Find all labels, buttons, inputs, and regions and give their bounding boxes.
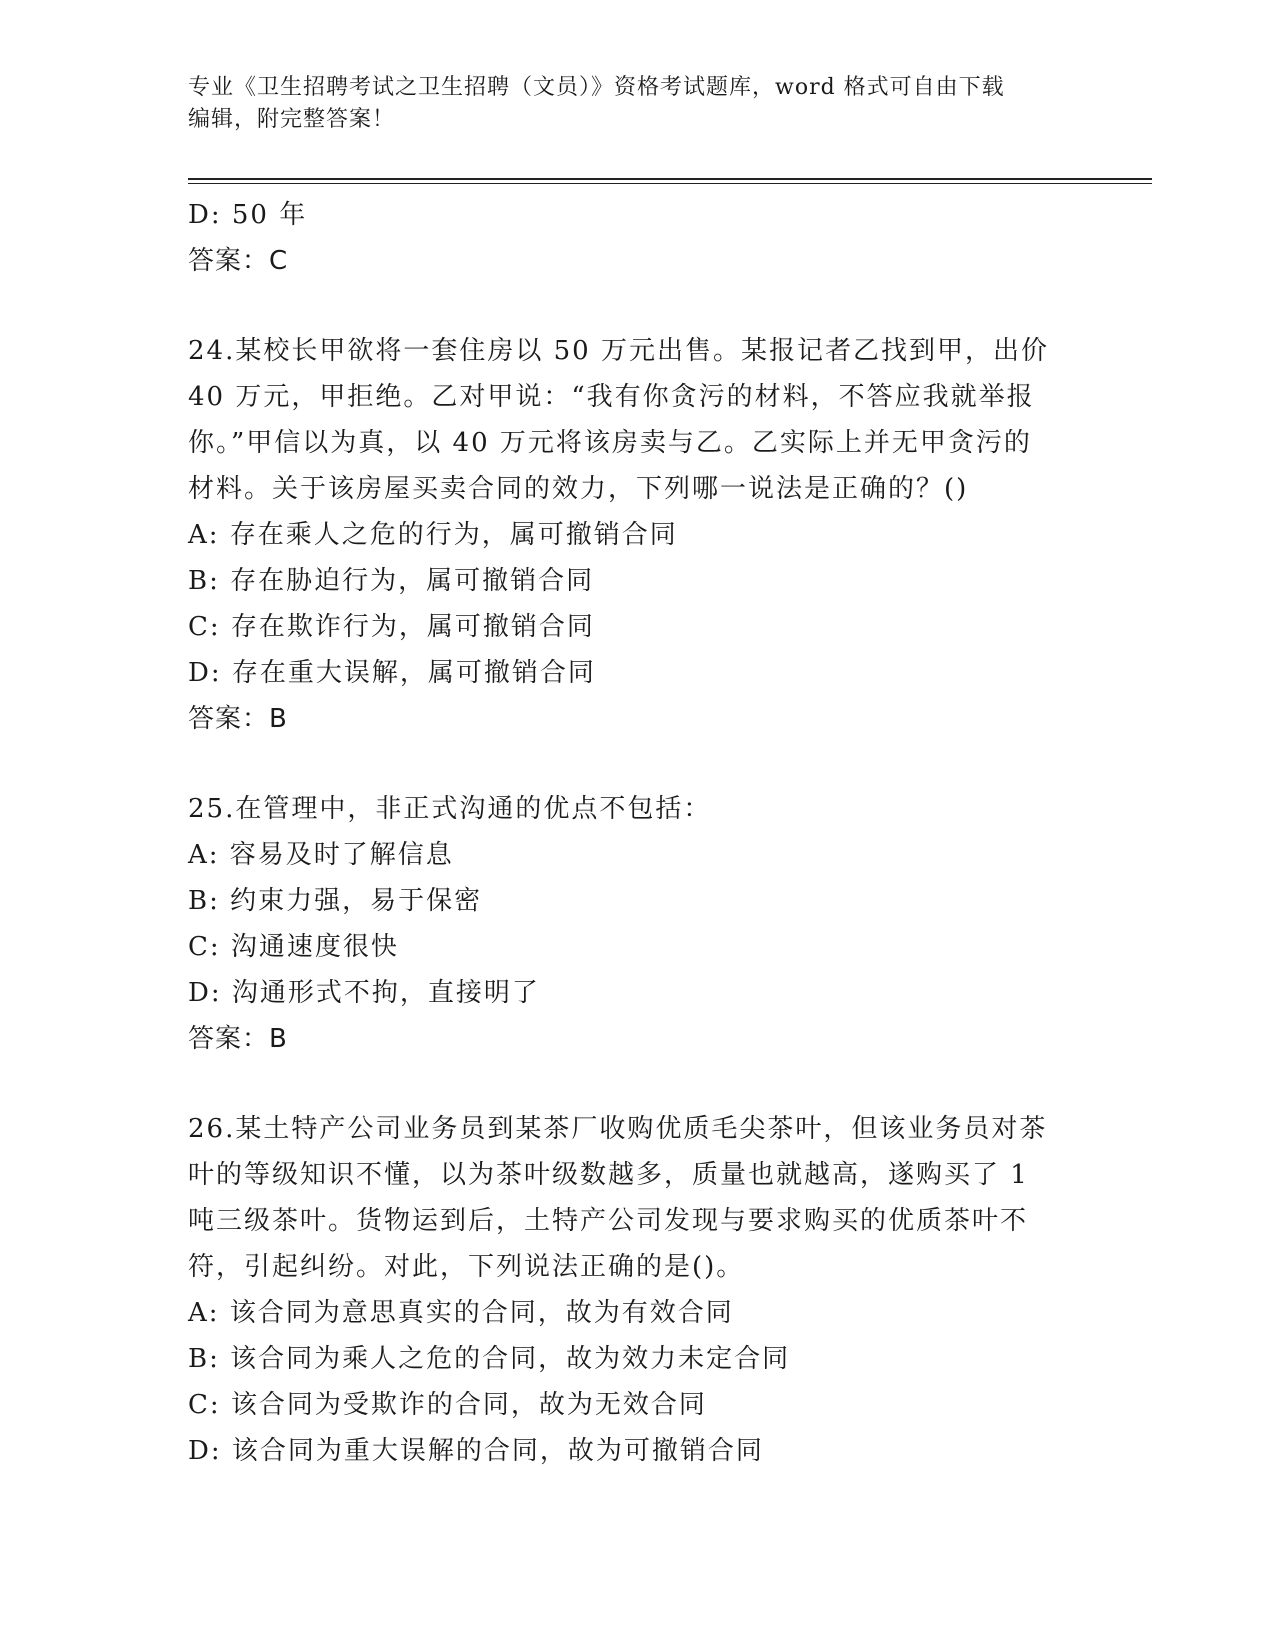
question-content	[188, 192, 1068, 1474]
stem-line: 26.某土特产公司业务员到某茶厂收购优质毛尖茶叶，但该业务员对茶	[188, 1114, 1048, 1144]
question-24-option-d: D: 存在重大误解，属可撤销合同	[188, 658, 596, 688]
question-25	[188, 786, 1068, 1062]
stem-line: 叶的等级知识不懂，以为茶叶级数越多，质量也就越高，遂购买了 1	[188, 1160, 1029, 1190]
stem-line: 40 万元，甲拒绝。乙对甲说：“我有你贪污的材料，不答应我就举报	[188, 382, 1035, 412]
question-26-option-c: C: 该合同为受欺诈的合同，故为无效合同	[188, 1390, 707, 1420]
question-25-option-d: D: 沟通形式不拘，直接明了	[188, 978, 540, 1008]
question-24-option-b: B: 存在胁迫行为，属可撤销合同	[188, 566, 595, 596]
header-divider	[188, 178, 1152, 184]
question-25-option-c: C: 沟通速度很快	[188, 932, 399, 962]
prev-answer: 答案：C	[188, 246, 289, 276]
question-24-option-a: A: 存在乘人之危的行为，属可撤销合同	[188, 520, 678, 550]
question-26-option-b: B: 该合同为乘人之危的合同，故为效力未定合同	[188, 1344, 791, 1374]
stem-line: 符，引起纠纷。对此，下列说法正确的是()。	[188, 1252, 745, 1282]
question-24	[188, 328, 1068, 742]
question-25-stem	[188, 786, 1068, 832]
stem-line: 24.某校长甲欲将一套住房以 50 万元出售。某报记者乙找到甲，出价	[188, 336, 1049, 366]
spacer	[188, 742, 1068, 786]
question-25-option-b: B: 约束力强，易于保密	[188, 886, 483, 916]
question-25-option-a: A: 容易及时了解信息	[188, 840, 454, 870]
question-24-stem	[188, 328, 1068, 512]
prev-option-d: D: 50 年	[188, 200, 308, 230]
question-24-answer: 答案：B	[188, 704, 288, 734]
question-26-option-d: D: 该合同为重大误解的合同，故为可撤销合同	[188, 1436, 764, 1466]
stem-line: 材料。关于该房屋买卖合同的效力，下列哪一说法是正确的？()	[188, 474, 969, 504]
question-25-answer: 答案：B	[188, 1024, 288, 1054]
question-26	[188, 1106, 1068, 1474]
question-26-stem	[188, 1106, 1068, 1290]
stem-line: 25.在管理中，非正式沟通的优点不包括：	[188, 794, 712, 824]
question-26-option-a: A: 该合同为意思真实的合同，故为有效合同	[188, 1298, 734, 1328]
header-line-1: 专业《卫生招聘考试之卫生招聘（文员）》资格考试题库，word 格式可自由下载	[188, 75, 1005, 100]
header-line-2: 编辑，附完整答案！	[188, 107, 396, 132]
spacer	[188, 1062, 1068, 1106]
stem-line: 你。”甲信以为真，以 40 万元将该房卖与乙。乙实际上并无甲贪污的	[188, 428, 1032, 458]
question-24-option-c: C: 存在欺诈行为，属可撤销合同	[188, 612, 595, 642]
page-header	[188, 72, 1068, 136]
spacer	[188, 284, 1068, 328]
stem-line: 吨三级茶叶。货物运到后，土特产公司发现与要求购买的优质茶叶不	[188, 1206, 1029, 1236]
